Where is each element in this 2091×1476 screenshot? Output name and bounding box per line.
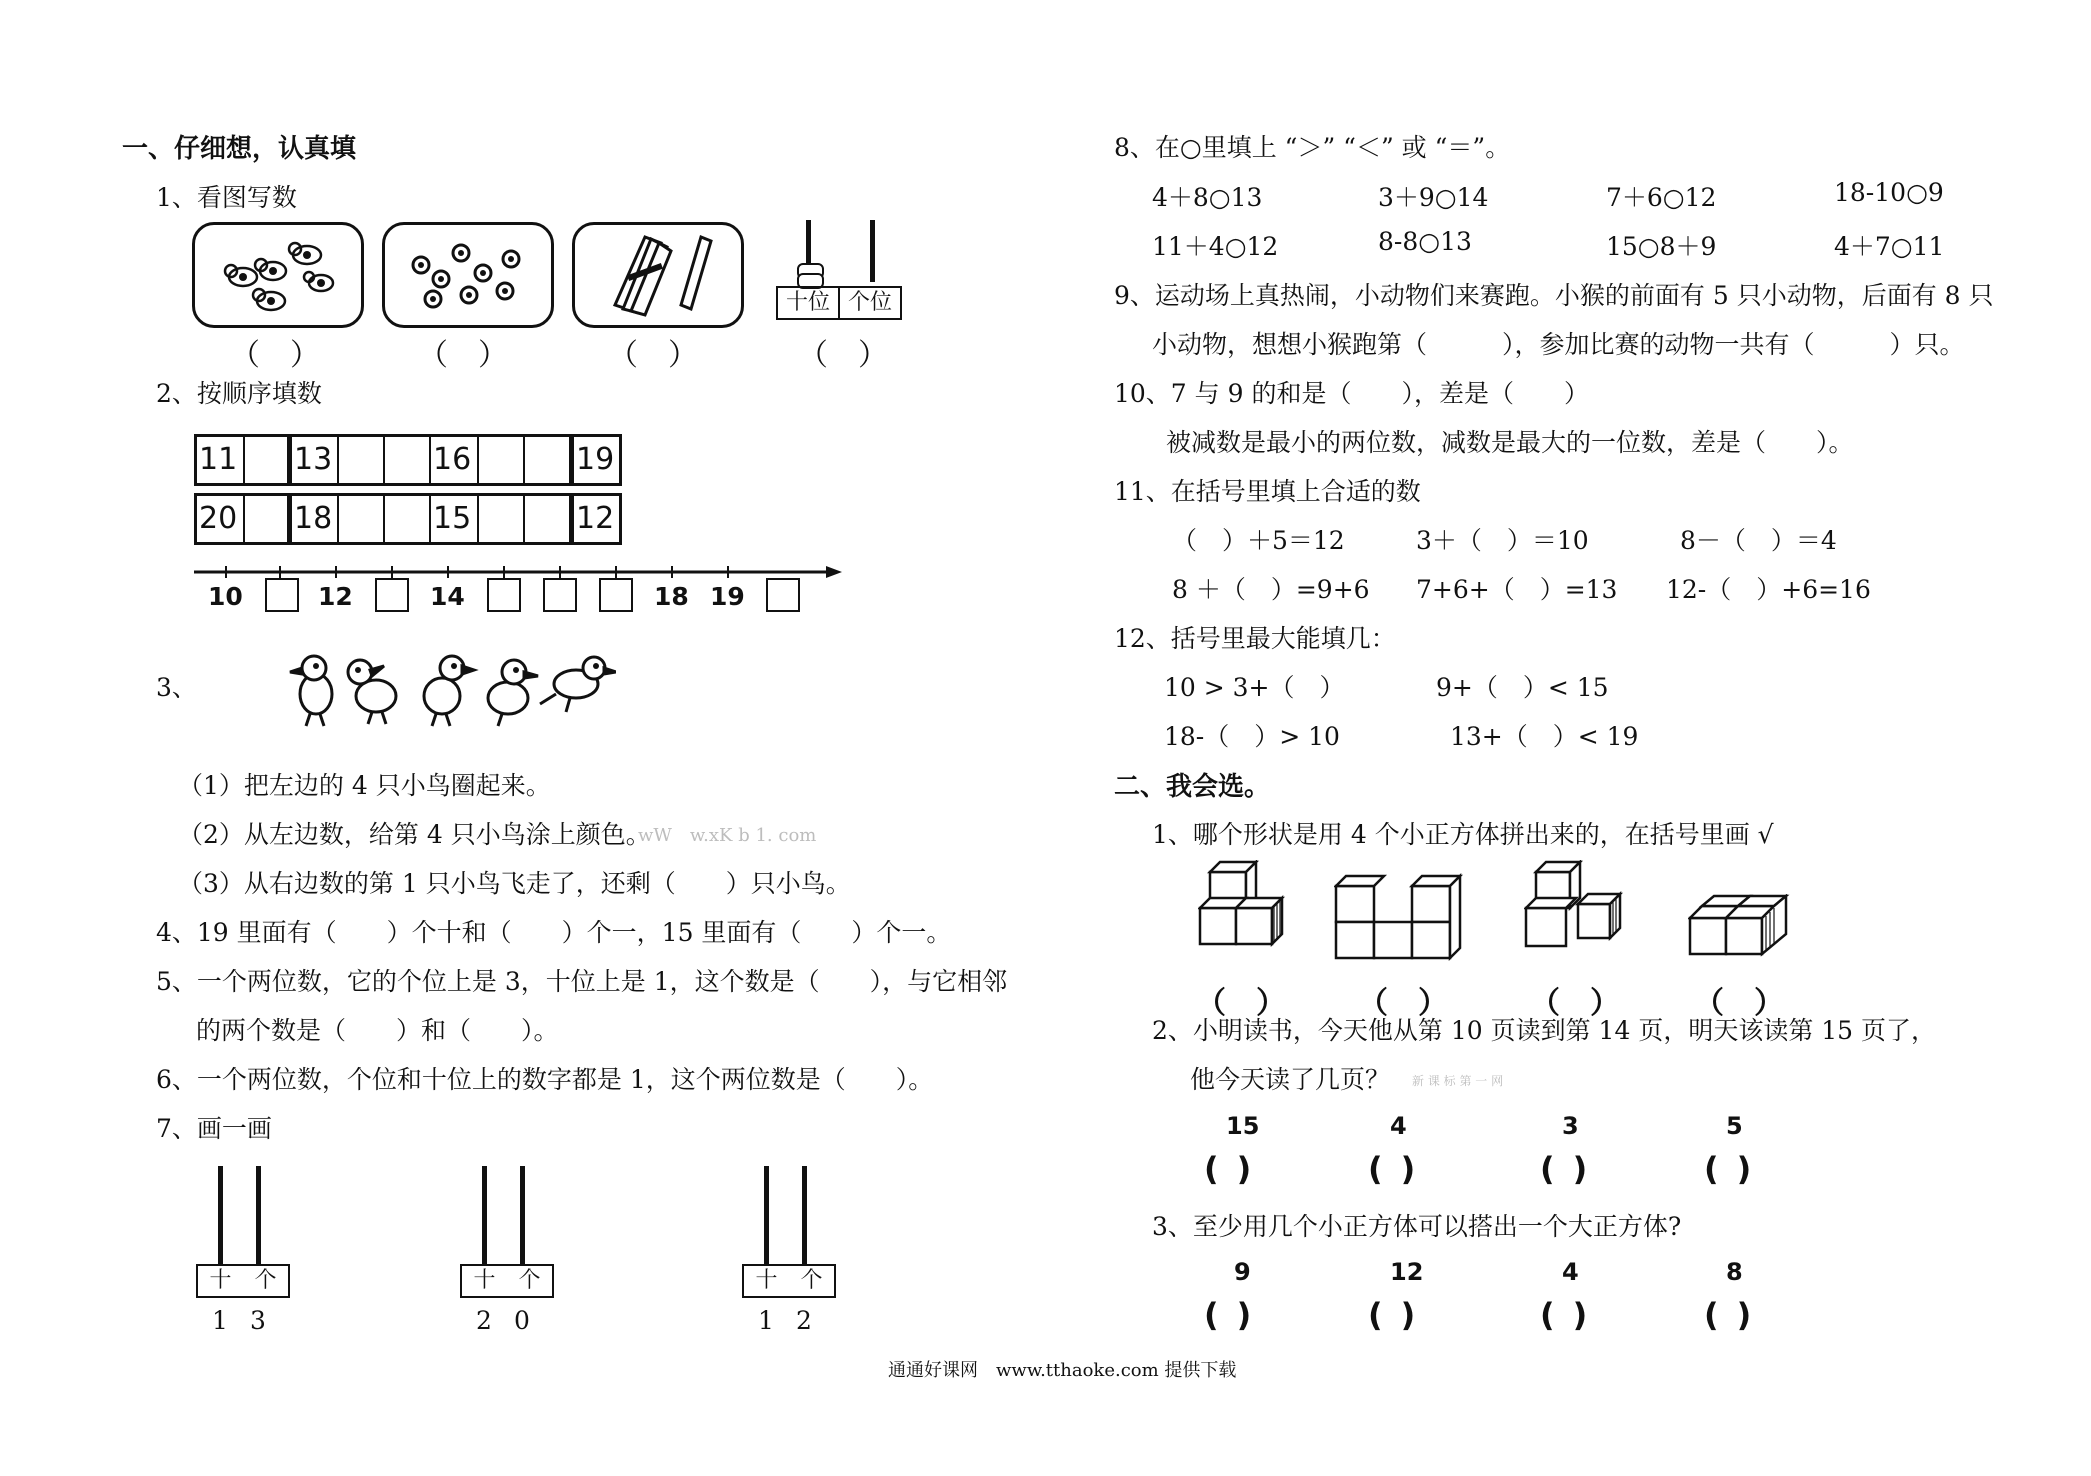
seq2-cell[interactable] bbox=[339, 496, 385, 542]
number-line-label: 14 bbox=[430, 582, 465, 611]
ones-place-label: 个位 bbox=[847, 290, 892, 315]
number-line-blank[interactable] bbox=[375, 578, 409, 612]
cube-shape-2 bbox=[1334, 872, 1474, 972]
q1-answer-4[interactable]: （ ） bbox=[798, 338, 888, 373]
s2-q3-label: 3、至少用几个小正方体可以搭出一个大正方体? bbox=[1152, 1212, 1682, 1241]
q8-item: 18-10○9 bbox=[1834, 178, 1944, 207]
bird-icon bbox=[424, 656, 474, 726]
option-answer[interactable]: () bbox=[1704, 1296, 1770, 1334]
abacus-rod-ones bbox=[256, 1166, 261, 1264]
birds-row bbox=[286, 650, 616, 730]
option-answer[interactable]: () bbox=[1204, 1296, 1270, 1334]
seq1-cell[interactable] bbox=[339, 437, 385, 483]
number-line-blank[interactable] bbox=[265, 578, 299, 612]
abacus-base bbox=[742, 1264, 836, 1298]
dots-icon bbox=[385, 225, 551, 325]
q9-line2: 小动物，想想小猴跑第（ ），参加比赛的动物一共有（ ）只。 bbox=[1152, 330, 1965, 359]
seq2-cell[interactable] bbox=[385, 496, 431, 542]
seq1-cell[interactable] bbox=[245, 437, 289, 483]
q12-item: 13+（ ）< 19 bbox=[1450, 722, 1639, 751]
abacus-tens-digit: 1 bbox=[758, 1306, 774, 1335]
q11-item: 8－（ ）＝4 bbox=[1680, 526, 1837, 555]
q8-item: 11＋4○12 bbox=[1152, 232, 1279, 261]
option-answer[interactable]: () bbox=[1368, 1296, 1434, 1334]
seq1-cell: 13 bbox=[289, 437, 339, 483]
s2-q1-label: 1、哪个形状是用 4 个小正方体拼出来的，在括号里画 √ bbox=[1152, 820, 1774, 849]
s2-q2-line1: 2、小明读书，今天他从第 10 页读到第 14 页，明天该读第 15 页了， bbox=[1152, 1016, 1937, 1045]
q11-item: 8 ＋（ ）=9+6 bbox=[1172, 575, 1370, 604]
q12-item: 9+（ ）< 15 bbox=[1436, 673, 1609, 702]
q3-item-3: （3）从右边数的第 1 只小鸟飞走了，还剩（ ）只小鸟。 bbox=[178, 869, 851, 898]
seq2-cell: 15 bbox=[431, 496, 479, 542]
abacus-rod-tens bbox=[482, 1166, 487, 1264]
watermark: 新 课 标 第 一 网 bbox=[1412, 1074, 1504, 1088]
number-line-label: 10 bbox=[208, 582, 243, 611]
picture-insects bbox=[192, 222, 364, 328]
abacus-base bbox=[196, 1264, 290, 1298]
cube-shape-4 bbox=[1688, 894, 1808, 974]
watermark: wW w.xK b 1. com bbox=[638, 825, 817, 846]
section1-title: 一、仔细想，认真填 bbox=[122, 134, 357, 164]
q12-item: 18-（ ）> 10 bbox=[1164, 722, 1340, 751]
ones-label: 个 bbox=[254, 1268, 277, 1293]
option-value: 4 bbox=[1390, 1112, 1407, 1140]
q12-label: 12、括号里最大能填几： bbox=[1114, 624, 1396, 653]
abacus-rod-ones bbox=[802, 1166, 807, 1264]
bird-icon bbox=[290, 656, 332, 726]
option-value: 9 bbox=[1234, 1258, 1251, 1286]
sequence-row-1 bbox=[194, 434, 622, 486]
q7-label: 7、画一画 bbox=[156, 1114, 272, 1143]
q1-label: 1、看图写数 bbox=[156, 183, 297, 212]
s2-q2-line2: 他今天读了几页？ bbox=[1190, 1065, 1391, 1094]
q9-line1: 9、运动场上真热闹，小动物们来赛跑。小猴的前面有 5 只小动物，后面有 8 只 bbox=[1114, 281, 1994, 310]
shape-answer-3[interactable]: （ ） bbox=[1530, 986, 1620, 1021]
seq2-cell[interactable] bbox=[525, 496, 571, 542]
option-answer[interactable]: () bbox=[1204, 1150, 1270, 1188]
q8-item: 8-8○13 bbox=[1378, 227, 1472, 256]
sequence-row-2 bbox=[194, 493, 622, 545]
q12-item: 10 > 3+（ ） bbox=[1164, 673, 1345, 702]
seq2-cell[interactable] bbox=[479, 496, 525, 542]
abacus-ones-digit: 0 bbox=[514, 1306, 530, 1335]
q10-line2: 被减数是最小的两位数，减数是最大的一位数，差是（ ）。 bbox=[1166, 428, 1854, 457]
q1-answer-1[interactable]: （ ） bbox=[230, 338, 320, 373]
seq2-cell: 18 bbox=[289, 496, 339, 542]
tens-place-label: 十位 bbox=[778, 288, 840, 318]
abacus-rod-tens bbox=[218, 1166, 223, 1264]
q8-item: 15○8＋9 bbox=[1606, 232, 1717, 261]
seq1-cell: 16 bbox=[431, 437, 479, 483]
option-value: 3 bbox=[1562, 1112, 1579, 1140]
number-line-blank[interactable] bbox=[487, 578, 521, 612]
seq1-cell: 11 bbox=[197, 437, 245, 483]
q11-item: 3＋（ ）＝10 bbox=[1416, 526, 1589, 555]
ones-label: 个 bbox=[800, 1268, 823, 1293]
tens-label: 十 bbox=[473, 1268, 496, 1293]
tens-label: 十 bbox=[755, 1268, 778, 1293]
q11-item: 7+6+（ ）=13 bbox=[1416, 575, 1618, 604]
q8-item: 4＋7○11 bbox=[1834, 232, 1945, 261]
q8-item: 4＋8○13 bbox=[1152, 183, 1263, 212]
q11-item: 12-（ ）+6=16 bbox=[1666, 575, 1871, 604]
insects-icon bbox=[195, 225, 361, 325]
option-value: 12 bbox=[1390, 1258, 1424, 1286]
option-answer[interactable]: () bbox=[1540, 1296, 1606, 1334]
abacus-base bbox=[460, 1264, 554, 1298]
option-value: 8 bbox=[1726, 1258, 1743, 1286]
sticks-bundle-icon bbox=[575, 225, 741, 325]
abacus-ones-digit: 3 bbox=[250, 1306, 266, 1335]
seq1-cell[interactable] bbox=[385, 437, 431, 483]
seq1-cell: 19 bbox=[571, 437, 619, 483]
q11-label: 11、在括号里填上合适的数 bbox=[1114, 477, 1421, 506]
option-value: 15 bbox=[1226, 1112, 1260, 1140]
footer-credit: 通通好课网 www.tthaoke.com 提供下载 bbox=[888, 1360, 1237, 1381]
number-line-label: 18 bbox=[654, 582, 689, 611]
shape-answer-4[interactable]: （ ） bbox=[1694, 986, 1784, 1021]
section2-title: 二、我会选。 bbox=[1114, 772, 1271, 802]
number-line-blank[interactable] bbox=[766, 578, 800, 612]
cube-shape-1 bbox=[1198, 860, 1308, 970]
q11-item: （ ）＋5＝12 bbox=[1172, 526, 1345, 555]
q3-label: 3、 bbox=[156, 673, 197, 702]
abacus-rod-ones bbox=[870, 220, 875, 282]
q1-answer-3[interactable]: （ ） bbox=[608, 338, 698, 373]
abacus-ones-digit: 2 bbox=[796, 1306, 812, 1335]
option-value: 5 bbox=[1726, 1112, 1743, 1140]
abacus-rod-tens bbox=[764, 1166, 769, 1264]
seq2-cell[interactable] bbox=[245, 496, 289, 542]
place-value-base bbox=[776, 286, 902, 320]
bird-icon bbox=[488, 660, 538, 726]
q3-item-2: （2）从左边数，给第 4 只小鸟涂上颜色。 bbox=[178, 820, 651, 849]
abacus-tens-digit: 2 bbox=[476, 1306, 492, 1335]
seq2-cell: 12 bbox=[571, 496, 619, 542]
q5-line2: 的两个数是（ ）和（ ）。 bbox=[196, 1016, 559, 1045]
option-answer[interactable]: () bbox=[1540, 1150, 1606, 1188]
shape-answer-1[interactable]: （ ） bbox=[1196, 986, 1286, 1021]
q5-line1: 5、一个两位数，它的个位上是 3，十位上是 1，这个数是（ ），与它相邻 bbox=[156, 967, 1008, 996]
seq1-cell[interactable] bbox=[525, 437, 571, 483]
option-answer[interactable]: () bbox=[1704, 1150, 1770, 1188]
tens-label: 十 bbox=[209, 1268, 232, 1293]
q2-label: 2、按顺序填数 bbox=[156, 379, 322, 408]
q8-item: 3＋9○14 bbox=[1378, 183, 1489, 212]
picture-dots bbox=[382, 222, 554, 328]
shape-answer-2[interactable]: （ ） bbox=[1358, 986, 1448, 1021]
seq1-cell[interactable] bbox=[479, 437, 525, 483]
q1-answer-2[interactable]: （ ） bbox=[418, 338, 508, 373]
abacus-rod-ones bbox=[520, 1166, 525, 1264]
seq2-cell: 20 bbox=[197, 496, 245, 542]
cube-shape-3 bbox=[1524, 860, 1644, 970]
ones-label: 个 bbox=[518, 1268, 541, 1293]
bird-icon bbox=[540, 657, 616, 712]
q10-line1: 10、7 与 9 的和是（ ），差是（ ） bbox=[1114, 379, 1589, 408]
number-line-blank[interactable] bbox=[543, 578, 577, 612]
q4: 4、19 里面有（ ）个十和（ ）个一，15 里面有（ ）个一。 bbox=[156, 918, 952, 947]
abacus-tens-digit: 1 bbox=[212, 1306, 228, 1335]
q3-item-1: （1）把左边的 4 只小鸟圈起来。 bbox=[178, 771, 551, 800]
option-value: 4 bbox=[1562, 1258, 1579, 1286]
option-answer[interactable]: () bbox=[1368, 1150, 1434, 1188]
q8-item: 7＋6○12 bbox=[1606, 183, 1717, 212]
q6: 6、一个两位数，个位和十位上的数字都是 1，这个两位数是（ ）。 bbox=[156, 1065, 934, 1094]
number-line-label: 12 bbox=[318, 582, 353, 611]
number-line-blank[interactable] bbox=[599, 578, 633, 612]
number-line-label: 19 bbox=[710, 582, 745, 611]
q8-label: 8、在○里填上 “＞” “＜” 或 “＝”。 bbox=[1114, 133, 1511, 162]
picture-sticks bbox=[572, 222, 744, 328]
